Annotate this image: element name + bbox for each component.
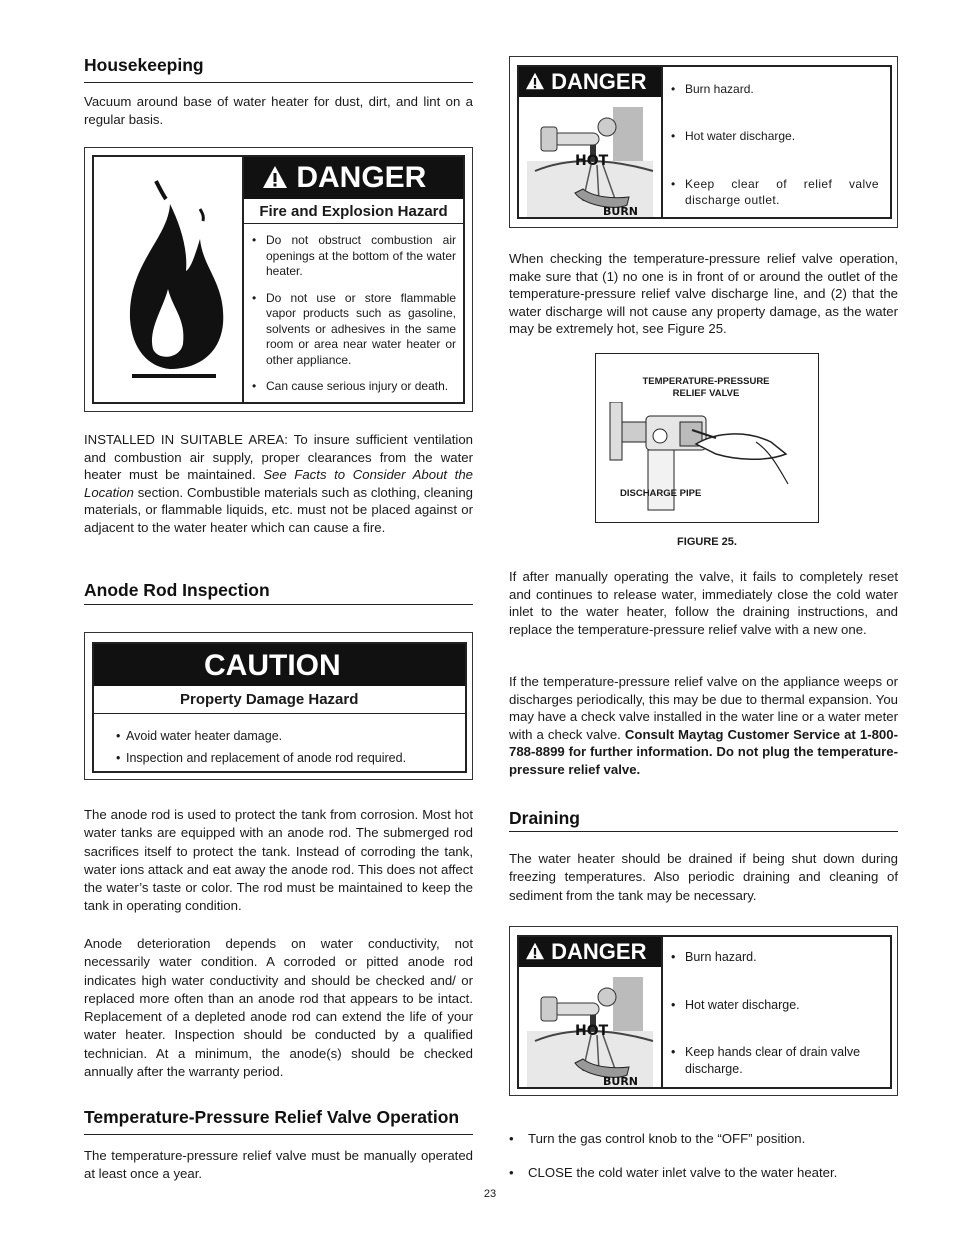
page-number: 23	[483, 1188, 497, 1200]
danger-item: • Do not obstruct combustion air openings at the bottom of the water heater.	[252, 233, 456, 280]
burn-label: BURN	[603, 205, 638, 217]
installed-italic: See Facts to Consider About the Location	[84, 467, 474, 500]
list-item: • Turn the gas control knob to the “OFF” position.	[509, 1131, 806, 1146]
bullet-text: CLOSE the cold water inlet valve to the water heater.	[528, 1165, 838, 1180]
installed-tail: section. Combustible materials such as clothing, cleaning materials, or flammable liquids, etc. must not be placed against or adjacent to the water heater which can cause a fire.	[84, 484, 473, 535]
divider	[84, 82, 473, 83]
danger-burn-box	[509, 56, 898, 228]
caution-items	[116, 725, 461, 769]
danger-item: • Burn hazard.	[671, 81, 879, 97]
figure-caption: FIGURE 25.	[677, 536, 737, 548]
caution-item: • Inspection and replacement of anode rod required.	[116, 747, 461, 769]
burn-hazard-icon	[523, 101, 657, 217]
danger-burn-box-2	[509, 926, 898, 1096]
heading-anode: Anode Rod Inspection	[84, 580, 270, 600]
danger-title: DANGER	[296, 161, 427, 194]
warning-triangle-icon	[262, 165, 288, 189]
burn-label: BURN	[603, 1075, 638, 1087]
installed-lead: INSTALLED IN SUITABLE AREA: To insure sufficient ventilation and combustion air supply, proper clearances from the water heater must be maintained.	[84, 432, 473, 483]
danger-title: DANGER	[551, 69, 647, 94]
heading-tpr: Temperature-Pressure Relief Valve Operation	[84, 1107, 460, 1127]
danger-banner	[519, 937, 661, 967]
label-discharge-pipe: DISCHARGE PIPE	[620, 488, 702, 499]
danger-item: • Do not use or store flammable vapor products such as gasoline, solvents or adhesives in the same room or area near water heater or other appliance.	[252, 291, 456, 369]
danger-banner	[519, 67, 661, 97]
danger-banner	[244, 157, 463, 199]
divider	[509, 831, 898, 832]
divider	[84, 1134, 473, 1135]
warning-triangle-icon	[525, 942, 545, 960]
draining-text: The water heater should be drained if being shut down during freezing temperatures. Also periodic draining and cleaning of sediment from the tank may be necessary.	[509, 851, 898, 903]
flame-icon	[108, 169, 238, 389]
danger-items	[252, 233, 456, 395]
if-after-text: If after manually operating the valve, it fails to completely reset and continues to release water, immediately close the cold water inlet to the water heater, follow the draining instructions, and replace the temperature-pressure relief valve with a new one.	[509, 569, 898, 637]
danger-subtitle: Fire and Explosion Hazard	[244, 201, 463, 224]
danger-item: • Can cause serious injury or death.	[252, 379, 456, 395]
checking-text: When checking the temperature-pressure relief valve operation, make sure that (1) no one is in front of or around the outlet of the temperature-pressure relief valve discharge line, and (2) that the water discharge will not cause any property damage, as the water may be extremely hot, see Figure 25.	[509, 251, 898, 337]
danger-title: DANGER	[551, 939, 647, 964]
weeps-bold: Consult Maytag Customer Service at 1-800-788-8899 for further information. Do not plug the temperature-pressure relief valve.	[509, 726, 898, 777]
anode-text-1: The anode rod is used to protect the tank from corrosion. Most hot water tanks are equipped with an anode rod. The submerged rod sacrifices itself to protect the tank. Instead of corroding the tank, water ions attack and eat away the anode rod. This does not affect the water’s taste or color. The rod must be maintained to keep the tank in operating condition.	[84, 807, 473, 914]
danger-items	[671, 81, 879, 208]
anode-text-2: Anode deterioration depends on water conductivity, not necessarily water condition. A corroded or pitted anode rod indicates high water conductivity and should be checked and/ or replaced more often than an anode rod that appears to be intact. Replacement of a depleted anode rod can extend the life of your water heater. Inspection should be conducted by a qualified technician. At a minimum, the anode(s) should be checked annually after the warranty period.	[84, 936, 473, 1080]
hot-label: HOT	[575, 153, 609, 169]
relief-valve-illustration	[596, 402, 818, 522]
weeps-text	[509, 673, 898, 779]
burn-hazard-icon	[523, 971, 657, 1087]
tpr-text: The temperature-pressure relief valve must be manually operated at least once a year.	[84, 1148, 473, 1182]
danger-fire-box	[84, 147, 473, 412]
divider	[84, 604, 473, 605]
danger-item: • Hot water discharge.	[671, 997, 879, 1014]
hot-label: HOT	[575, 1023, 609, 1039]
housekeeping-text: Vacuum around base of water heater for dust, dirt, and lint on a regular basis.	[84, 94, 473, 127]
figure-25-frame	[595, 353, 819, 523]
installed-text	[84, 431, 473, 537]
heading-housekeeping: Housekeeping	[84, 55, 204, 75]
danger-item: • Hot water discharge.	[671, 128, 879, 144]
label-relief-valve: TEMPERATURE-PRESSURE RELIEF VALVE	[642, 376, 770, 399]
weeps-lead: If the temperature-pressure relief valve on the appliance weeps or discharges periodically, this may be due to thermal expansion. You may have a check valve installed in the water line or a water meter with a check valve.	[509, 674, 898, 742]
list-item: • CLOSE the cold water inlet valve to the water heater.	[509, 1165, 838, 1180]
caution-banner: CAUTION	[94, 644, 465, 686]
danger-item: • Burn hazard.	[671, 949, 879, 966]
caution-subtitle: Property Damage Hazard	[94, 686, 465, 714]
caution-box	[84, 632, 473, 780]
danger-item: • Keep clear of relief valve discharge outlet.	[671, 176, 879, 208]
warning-triangle-icon	[525, 72, 545, 90]
danger-item: • Keep hands clear of drain valve discharge.	[671, 1044, 879, 1077]
heading-draining: Draining	[509, 808, 580, 828]
bullet-text: Turn the gas control knob to the “OFF” position.	[528, 1131, 806, 1146]
danger-items	[671, 949, 879, 1077]
caution-item: • Avoid water heater damage.	[116, 725, 461, 747]
